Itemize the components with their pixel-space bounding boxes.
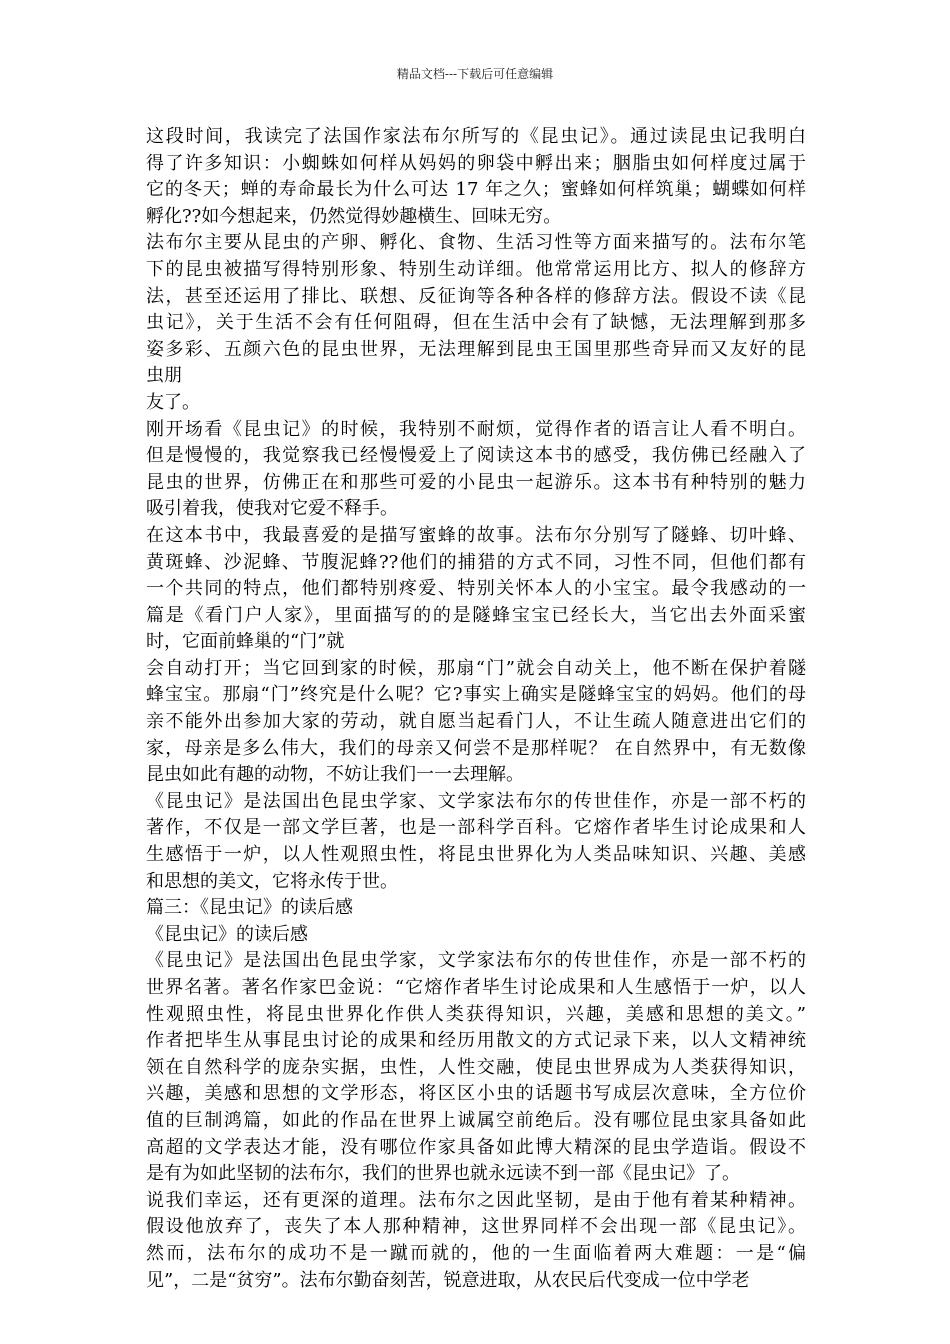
text-line: 昆虫如此有趣的动物，不妨让我们一一去理解。: [146, 764, 524, 786]
paragraph: [146, 417, 806, 523]
paragraph: [146, 789, 806, 895]
text-line: 《昆虫记》的读后感: [146, 923, 308, 945]
text-line: 法，甚至还运用了排比、联想、反征询等各种各样的修辞方法。假设不读《昆: [146, 285, 806, 307]
text-line: 值的巨制鸿篇，如此的作品在世界上诚属空前绝后。没有哪位昆虫家具备如此: [146, 1109, 806, 1131]
text-line: 法布尔主要从昆虫的产卵、孵化、食物、生活习性等方面来描写的。法布尔笔: [146, 232, 806, 254]
text-line: 会自动打开；当它回到家的时候，那扇“门”就会自动关上，他不断在保护着隧: [146, 657, 806, 679]
text-line: 在这本书中，我最喜爱的是描写蜜蜂的故事。法布尔分别写了隧蜂、切叶蜂、: [146, 524, 806, 546]
text-line: 和思想的美文，它将永传于世。: [146, 870, 398, 892]
text-line: 虫记》，关于生活不会有任何阻碍，但在生活中会有了缺憾，无法理解到那多: [146, 312, 806, 334]
text-line: 这段时间，我读完了法国作家法布尔所写的《昆虫记》。通过读昆虫记我明白: [146, 126, 806, 147]
text-line: 著作，不仅是一部文学巨著，也是一部科学百科。它熔作者毕生讨论成果和人: [146, 817, 806, 839]
text-line: 吸引着我，使我对它爱不释手。: [146, 498, 398, 520]
text-line: 孵化??如今想起来，仍然觉得妙趣横生、回味无穷。: [146, 205, 562, 227]
text-line: 然而，法布尔的成功不是一蹴而就的，他的一生面临着两大难题：一是“偏: [146, 1242, 806, 1264]
text-line: 说我们幸运，还有更深的道理。法布尔之因此坚韧，是由于他有着某种精神。: [146, 1189, 806, 1211]
text-line: 它的冬天；蝉的寿命最长为什么可达 17 年之久；蜜蜂如何样筑巢；蝴蝶如何样: [146, 179, 806, 201]
text-line: 但是慢慢的，我觉察我已经慢慢爱上了阅读这本书的感受，我仿佛已经融入了: [146, 445, 806, 467]
text-line: 友了。: [146, 391, 200, 413]
paragraph: [146, 1188, 806, 1294]
text-line: 《昆虫记》是法国出色昆虫学家、文学家法布尔的传世佳作，亦是一部不朽的: [146, 790, 806, 812]
text-line: 生感悟于一炉，以人性观照虫性，将昆虫世界化为人类品味知识、兴趣、美感: [146, 844, 806, 866]
text-line: 刚开场看《昆虫记》的时候，我特别不耐烦，觉得作者的语言让人看不明白。: [146, 418, 806, 440]
text-line: 亲不能外出参加大家的劳动，就自愿当起看门人，不让生疏人随意进出它们的: [146, 711, 806, 733]
text-line: 性观照虫性，将昆虫世界化作供人类获得知识，兴趣，美感和思想的美文。”: [146, 1003, 806, 1025]
text-line: 家，母亲是多么伟大，我们的母亲又何尝不是那样呢？ 在自然界中，有无数像: [146, 737, 806, 759]
paragraph: [146, 656, 806, 789]
text-line: 下的昆虫被描写得特别形象、特别生动详细。他常常运用比方、拟人的修辞方: [146, 258, 806, 280]
text-line: 昆虫的世界，仿佛正在和那些可爱的小昆虫一起游乐。这本书有种特别的魅力: [146, 471, 806, 493]
text-line: 高超的文学表达才能，没有哪位作家具备如此博大精深的昆虫学造诣。假设不: [146, 1136, 806, 1158]
text-line: 篇三：《昆虫记》的读后感: [146, 897, 353, 919]
text-line: 假设他放弃了，丧失了本人那种精神，这世界同样不会出现一部《昆虫记》。: [146, 1216, 806, 1238]
text-line: 得了许多知识：小蜘蛛如何样从妈妈的卵袋中孵出来；胭脂虫如何样度过属于: [146, 152, 806, 174]
text-line: 蜂宝宝。那扇“门”终究是什么呢？它?事实上确实是隧蜂宝宝的妈妈。他们的母: [146, 684, 806, 706]
paragraph: [146, 390, 806, 417]
text-line: 姿多彩、五颜六色的昆虫世界，无法理解到昆虫王国里那些奇异而又友好的昆: [146, 338, 806, 360]
text-line: 时，它面前蜂巢的“门”就: [146, 631, 345, 653]
text-line: 一个共同的特点，他们都特别疼爱、特别关怀本人的小宝宝。最令我感动的一: [146, 578, 806, 600]
text-line: 《昆虫记》是法国出色昆虫学家，文学家法布尔的传世佳作，亦是一部不朽的: [146, 950, 806, 972]
paragraph: [146, 895, 806, 922]
text-line: 篇是《看门户人家》，里面描写的的是隧蜂宝宝已经长大，当它出去外面采蜜: [146, 604, 806, 626]
text-line: 作者把毕生从事昆虫讨论的成果和经历用散文的方式记录下来，以人文精神统: [146, 1030, 806, 1052]
page-header: 精品文档---下载后可任意编辑: [396, 67, 554, 81]
paragraph: [146, 124, 806, 230]
paragraph: [146, 523, 806, 656]
document-body: [146, 124, 806, 1294]
text-line: 领在自然科学的庞杂实据，虫性，人性交融，使昆虫世界成为人类获得知识，: [146, 1056, 806, 1078]
text-line: 世界名著。著名作家巴金说：“它熔作者毕生讨论成果和人生感悟于一炉，以人: [146, 977, 806, 998]
paragraph: [146, 230, 806, 390]
text-line: 兴趣，美感和思想的文学形态，将区区小虫的话题书写成层次意味，全方位价: [146, 1083, 806, 1105]
text-line: 虫朋: [146, 365, 182, 387]
text-line: 黄斑蜂、沙泥蜂、节腹泥蜂??他们的捕猎的方式不同，习性不同，但他们都有: [146, 551, 806, 573]
text-line: 是有为如此坚韧的法布尔，我们的世界也就永远读不到一部《昆虫记》了。: [146, 1163, 740, 1185]
text-line: 见”，二是“贫穷”。法布尔勤奋刻苦，锐意进取，从农民后代变成一位中学老: [146, 1269, 750, 1291]
paragraph: [146, 948, 806, 1187]
paragraph: [146, 922, 806, 949]
